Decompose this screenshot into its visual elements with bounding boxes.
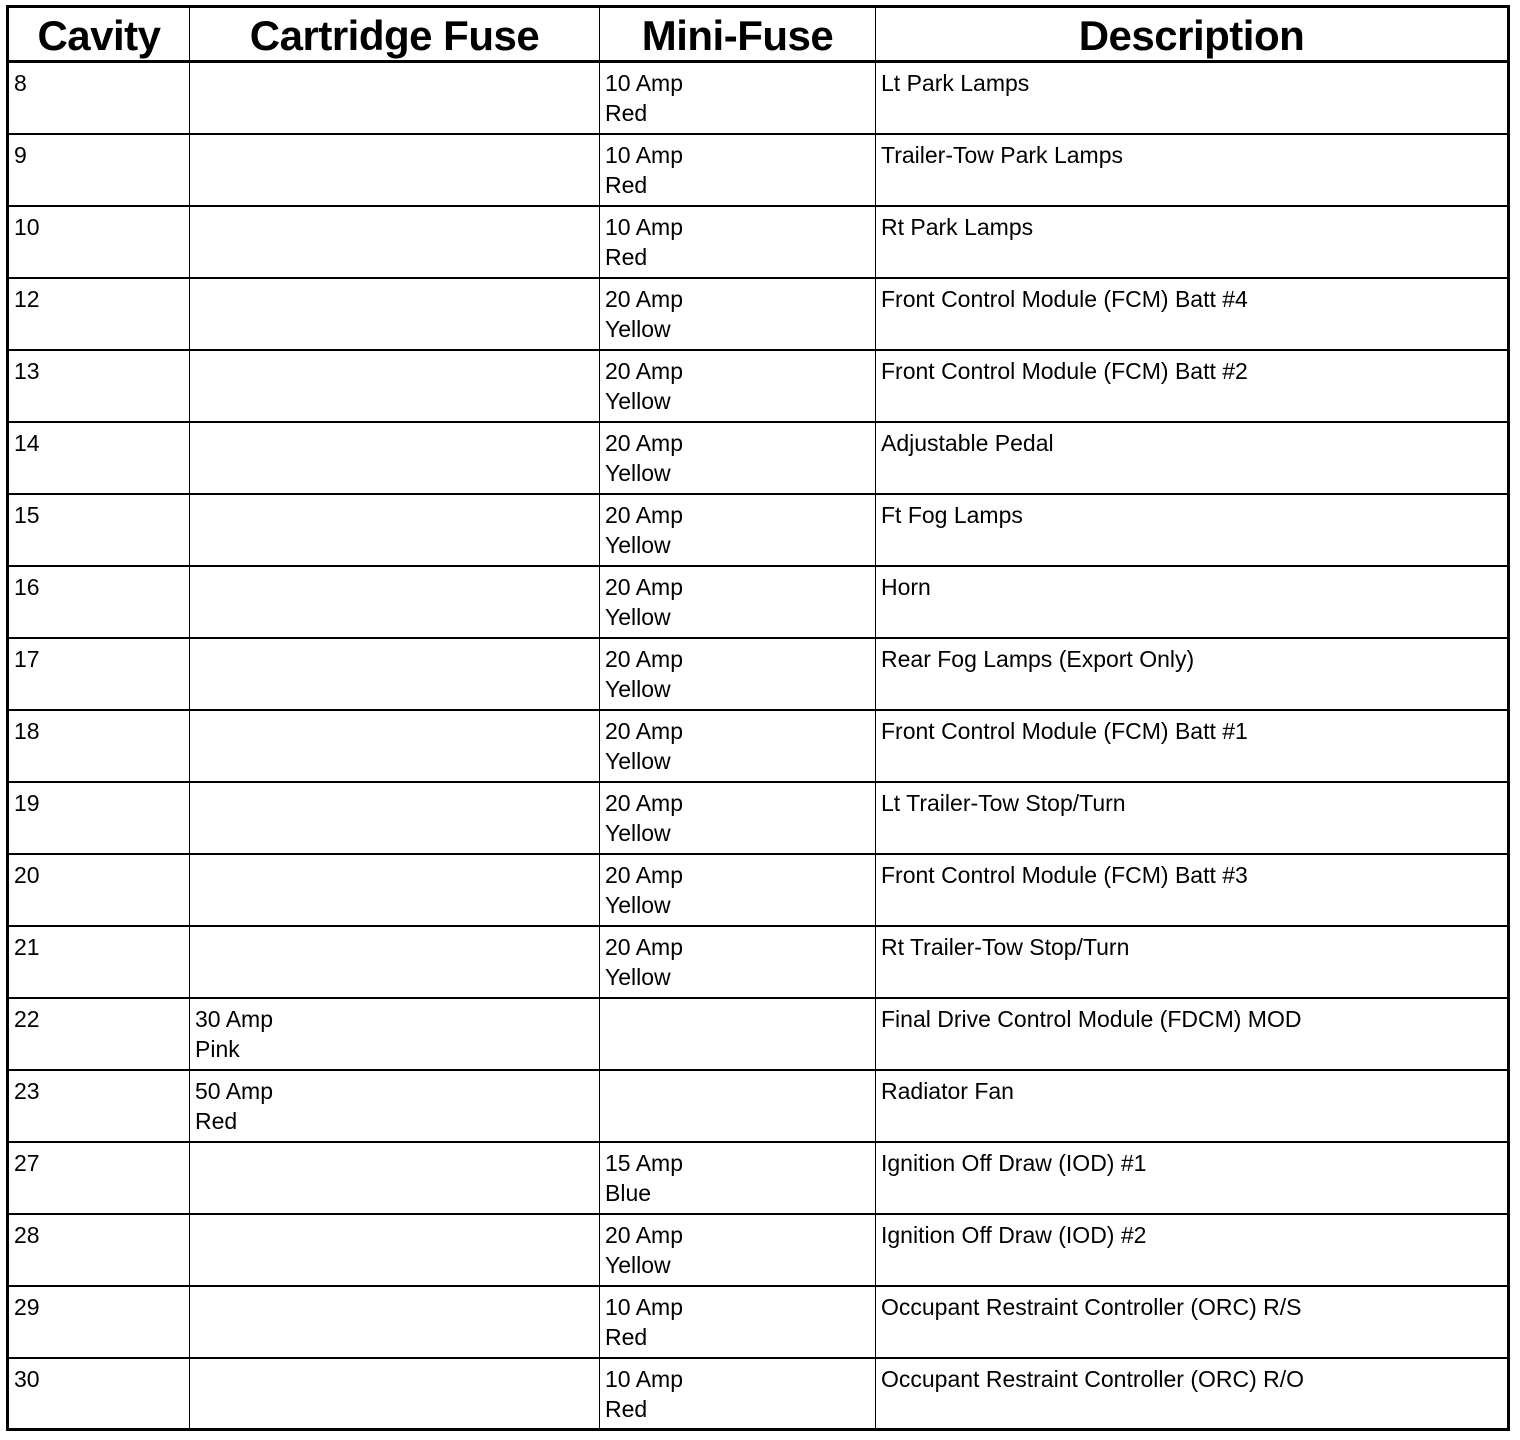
description-text: Rt Trailer-Tow Stop/Turn: [881, 933, 1130, 960]
cavity-number: 27: [14, 1149, 40, 1176]
cavity-number: 23: [14, 1077, 40, 1104]
cartridge-fuse-cell: [190, 206, 600, 278]
cavity-number: 19: [14, 789, 40, 816]
table-row: [8, 1142, 1509, 1214]
mini-fuse-cell: [600, 926, 876, 998]
mini-fuse-amperage: 10 Amp: [605, 1365, 683, 1392]
cavity-cell: [8, 710, 190, 782]
table-row: [8, 134, 1509, 206]
cartridge-fuse-cell: [190, 998, 600, 1070]
cartridge-fuse-cell: [190, 278, 600, 350]
table-row: [8, 62, 1509, 134]
mini-fuse-cell: [600, 350, 876, 422]
table-row: [8, 1070, 1509, 1142]
mini-fuse-color: Blue: [605, 1179, 652, 1206]
cavity-cell: [8, 566, 190, 638]
description-cell: [876, 422, 1509, 494]
cartridge-fuse-cell: [190, 854, 600, 926]
mini-fuse-cell: [600, 1070, 876, 1142]
cavity-number: 28: [14, 1221, 40, 1248]
cartridge-fuse-color: Red: [195, 1107, 238, 1134]
cavity-number: 8: [14, 70, 27, 96]
description-cell: [876, 1358, 1509, 1430]
cartridge-fuse-cell: [190, 1286, 600, 1358]
mini-fuse-color: Yellow: [605, 387, 671, 414]
table-row: [8, 926, 1509, 998]
cartridge-fuse-cell: [190, 1142, 600, 1214]
mini-fuse-cell: [600, 278, 876, 350]
cavity-number: 29: [14, 1293, 40, 1320]
mini-fuse-cell: [600, 998, 876, 1070]
description-cell: [876, 854, 1509, 926]
table-row: [8, 494, 1509, 566]
cavity-cell: [8, 926, 190, 998]
mini-fuse-color: Red: [605, 171, 648, 198]
description-text: Front Control Module (FCM) Batt #2: [881, 357, 1248, 384]
mini-fuse-cell: [600, 1142, 876, 1214]
cavity-number: 14: [14, 429, 40, 456]
cavity-cell: [8, 206, 190, 278]
description-cell: [876, 638, 1509, 710]
table-row: [8, 782, 1509, 854]
cavity-number: 12: [14, 285, 40, 312]
cartridge-fuse-cell: [190, 494, 600, 566]
cavity-number: 30: [14, 1365, 40, 1392]
description-cell: [876, 710, 1509, 782]
mini-fuse-color: Yellow: [605, 747, 671, 774]
mini-fuse-cell: [600, 1286, 876, 1358]
mini-fuse-color: Yellow: [605, 459, 671, 486]
description-text: Lt Trailer-Tow Stop/Turn: [881, 789, 1126, 816]
mini-fuse-amperage: 20 Amp: [605, 285, 683, 312]
table-row: [8, 854, 1509, 926]
mini-fuse-amperage: 20 Amp: [605, 1221, 683, 1248]
header-cavity: Cavity: [8, 7, 190, 62]
cavity-cell: [8, 998, 190, 1070]
description-text: Radiator Fan: [881, 1077, 1014, 1104]
description-text: Front Control Module (FCM) Batt #1: [881, 717, 1248, 744]
mini-fuse-cell: [600, 494, 876, 566]
mini-fuse-amperage: 15 Amp: [605, 1149, 683, 1176]
cavity-cell: [8, 1214, 190, 1286]
mini-fuse-cell: [600, 1358, 876, 1430]
mini-fuse-amperage: 20 Amp: [605, 357, 683, 384]
mini-fuse-cell: [600, 134, 876, 206]
description-cell: [876, 62, 1509, 134]
mini-fuse-color: Yellow: [605, 603, 671, 630]
cartridge-fuse-cell: [190, 638, 600, 710]
cavity-number: 10: [14, 213, 40, 240]
mini-fuse-color: Yellow: [605, 819, 671, 846]
mini-fuse-cell: [600, 422, 876, 494]
cartridge-fuse-amperage: 30 Amp: [195, 1005, 273, 1032]
mini-fuse-cell: [600, 1214, 876, 1286]
cartridge-fuse-color: Pink: [195, 1035, 240, 1062]
description-cell: [876, 494, 1509, 566]
cavity-cell: [8, 62, 190, 134]
cartridge-fuse-cell: [190, 62, 600, 134]
mini-fuse-amperage: 20 Amp: [605, 861, 683, 888]
description-cell: [876, 998, 1509, 1070]
description-text: Rt Park Lamps: [881, 213, 1034, 240]
cavity-number: 20: [14, 861, 40, 888]
mini-fuse-color: Yellow: [605, 963, 671, 990]
mini-fuse-cell: [600, 782, 876, 854]
mini-fuse-color: Yellow: [605, 675, 671, 702]
table-row: [8, 206, 1509, 278]
cartridge-fuse-cell: [190, 782, 600, 854]
cavity-cell: [8, 1142, 190, 1214]
mini-fuse-color: Yellow: [605, 891, 671, 918]
cartridge-fuse-cell: [190, 926, 600, 998]
description-text: Front Control Module (FCM) Batt #3: [881, 861, 1248, 888]
cavity-cell: [8, 350, 190, 422]
description-text: Final Drive Control Module (FDCM) MOD: [881, 1005, 1302, 1032]
header-mini-fuse: Mini-Fuse: [600, 7, 876, 62]
mini-fuse-amperage: 10 Amp: [605, 213, 683, 240]
cavity-number: 16: [14, 573, 40, 600]
header-row: [8, 7, 1509, 62]
cavity-cell: [8, 854, 190, 926]
table-row: [8, 350, 1509, 422]
mini-fuse-color: Red: [605, 1395, 648, 1422]
table-row: [8, 566, 1509, 638]
table-row: [8, 1286, 1509, 1358]
mini-fuse-amperage: 20 Amp: [605, 429, 683, 456]
cartridge-fuse-cell: [190, 1214, 600, 1286]
cavity-cell: [8, 422, 190, 494]
table-row: [8, 1214, 1509, 1286]
cartridge-fuse-cell: [190, 710, 600, 782]
description-cell: [876, 278, 1509, 350]
description-text: Adjustable Pedal: [881, 429, 1054, 456]
cavity-number: 9: [14, 141, 27, 168]
cavity-cell: [8, 134, 190, 206]
description-text: Ignition Off Draw (IOD) #2: [881, 1221, 1147, 1248]
description-text: Occupant Restraint Controller (ORC) R/O: [881, 1365, 1305, 1392]
cavity-cell: [8, 1070, 190, 1142]
mini-fuse-amperage: 20 Amp: [605, 501, 683, 528]
header-description: Description: [876, 7, 1509, 62]
description-text: Occupant Restraint Controller (ORC) R/S: [881, 1293, 1302, 1320]
mini-fuse-cell: [600, 638, 876, 710]
description-text: Front Control Module (FCM) Batt #4: [881, 285, 1248, 312]
cartridge-fuse-cell: [190, 566, 600, 638]
cartridge-fuse-cell: [190, 422, 600, 494]
description-cell: [876, 1070, 1509, 1142]
description-text: Ignition Off Draw (IOD) #1: [881, 1149, 1147, 1176]
cavity-number: 18: [14, 717, 40, 744]
mini-fuse-cell: [600, 62, 876, 134]
table-row: [8, 998, 1509, 1070]
description-text: Rear Fog Lamps (Export Only): [881, 645, 1195, 672]
mini-fuse-amperage: 20 Amp: [605, 933, 683, 960]
cavity-number: 17: [14, 645, 40, 672]
description-text: Ft Fog Lamps: [881, 501, 1023, 528]
cavity-number: 13: [14, 357, 40, 384]
mini-fuse-cell: [600, 206, 876, 278]
mini-fuse-color: Red: [605, 1323, 648, 1350]
cartridge-fuse-cell: [190, 1358, 600, 1430]
mini-fuse-amperage: 10 Amp: [605, 1293, 683, 1320]
description-text: Lt Park Lamps: [881, 70, 1030, 96]
description-cell: [876, 1286, 1509, 1358]
description-cell: [876, 1214, 1509, 1286]
table-row: [8, 638, 1509, 710]
mini-fuse-color: Yellow: [605, 1251, 671, 1278]
description-cell: [876, 206, 1509, 278]
description-cell: [876, 926, 1509, 998]
cavity-cell: [8, 782, 190, 854]
description-cell: [876, 134, 1509, 206]
table-row: [8, 278, 1509, 350]
cartridge-fuse-cell: [190, 134, 600, 206]
description-cell: [876, 1142, 1509, 1214]
description-text: Trailer-Tow Park Lamps: [881, 141, 1123, 168]
mini-fuse-amperage: 20 Amp: [605, 645, 683, 672]
description-text: Horn: [881, 573, 931, 600]
table-row: [8, 1358, 1509, 1430]
cavity-cell: [8, 638, 190, 710]
mini-fuse-color: Red: [605, 243, 648, 270]
table-row: [8, 710, 1509, 782]
mini-fuse-cell: [600, 854, 876, 926]
table-row: [8, 422, 1509, 494]
mini-fuse-amperage: 10 Amp: [605, 141, 683, 168]
mini-fuse-amperage: 20 Amp: [605, 573, 683, 600]
description-cell: [876, 350, 1509, 422]
mini-fuse-color: Red: [605, 100, 648, 126]
fuse-rows: [8, 62, 1509, 1430]
cavity-number: 15: [14, 501, 40, 528]
cavity-cell: [8, 1358, 190, 1430]
cavity-cell: [8, 1286, 190, 1358]
cavity-number: 21: [14, 933, 40, 960]
cartridge-fuse-amperage: 50 Amp: [195, 1077, 273, 1104]
description-cell: [876, 782, 1509, 854]
description-cell: [876, 566, 1509, 638]
header-cartridge-fuse: Cartridge Fuse: [190, 7, 600, 62]
mini-fuse-amperage: 20 Amp: [605, 717, 683, 744]
mini-fuse-amperage: 20 Amp: [605, 789, 683, 816]
cartridge-fuse-cell: [190, 1070, 600, 1142]
cavity-cell: [8, 278, 190, 350]
cavity-cell: [8, 494, 190, 566]
cavity-number: 22: [14, 1005, 40, 1032]
mini-fuse-amperage: 10 Amp: [605, 70, 683, 96]
mini-fuse-cell: [600, 710, 876, 782]
mini-fuse-cell: [600, 566, 876, 638]
mini-fuse-color: Yellow: [605, 315, 671, 342]
mini-fuse-color: Yellow: [605, 531, 671, 558]
fuse-table: [6, 5, 1510, 1431]
cartridge-fuse-cell: [190, 350, 600, 422]
